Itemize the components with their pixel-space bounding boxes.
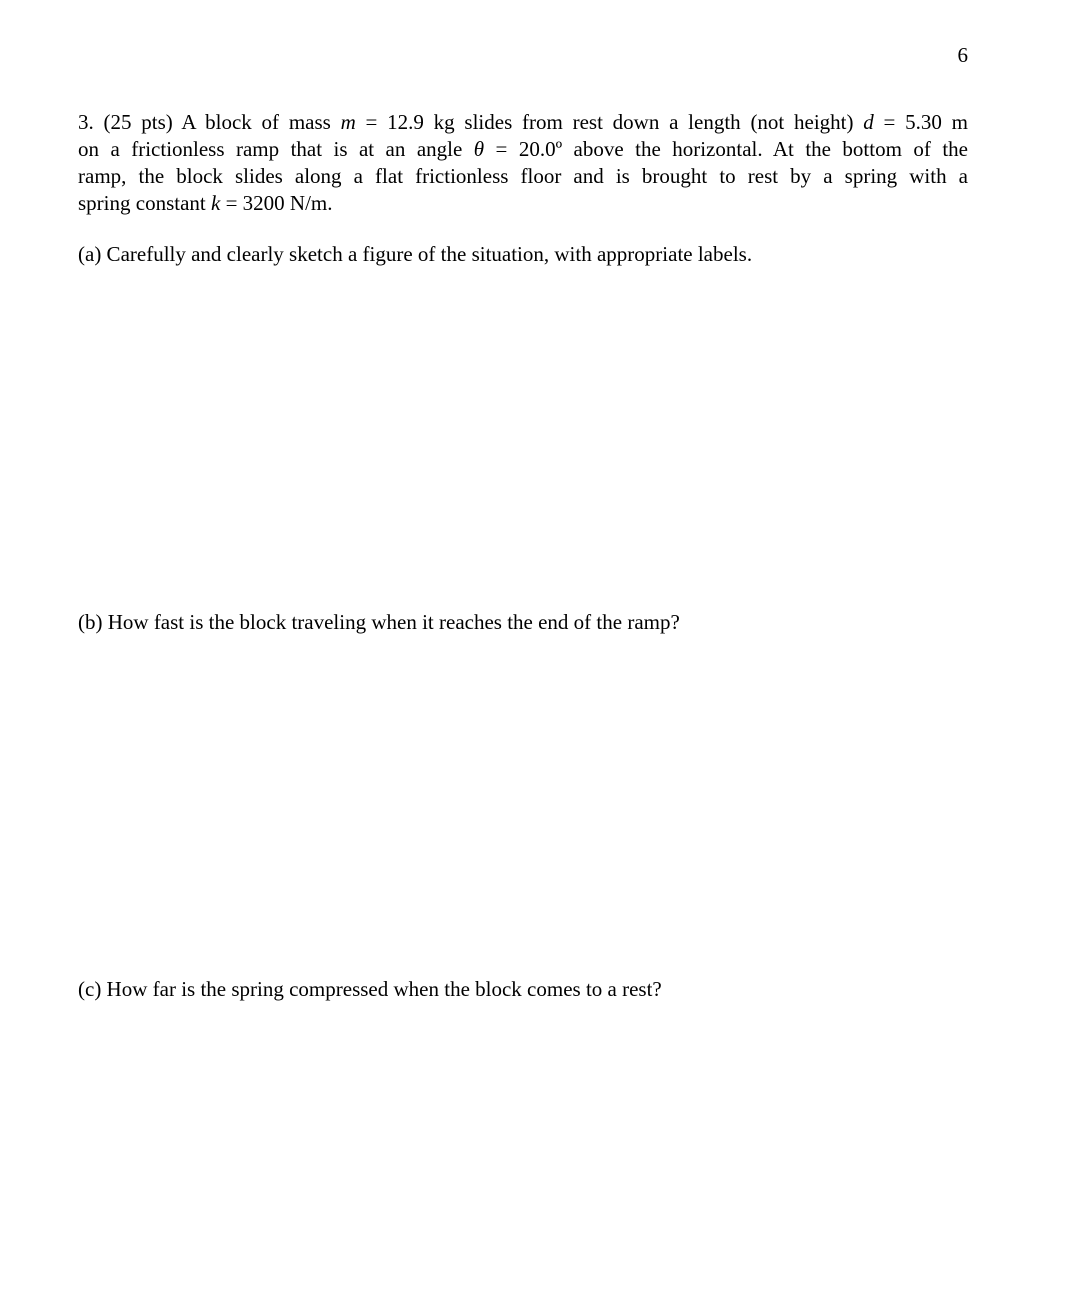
problem-text: = 12.9 kg slides from rest down a length (not height) bbox=[355, 110, 864, 134]
part-b-answer-space bbox=[78, 643, 968, 963]
problem-text: = 5.30 m bbox=[873, 110, 968, 134]
variable-symbol: k bbox=[210, 191, 221, 215]
problem-text: = 20.0º above the horizontal. At the bottom of the bbox=[484, 137, 968, 161]
problem-text: 3. (25 pts) A block of mass bbox=[78, 110, 341, 134]
problem-text: on a frictionless ramp that is at an angle bbox=[78, 137, 474, 161]
part-b-question: (b) How fast is the block traveling when it reaches the end of the ramp? bbox=[78, 610, 680, 634]
variable-symbol: θ bbox=[473, 137, 485, 161]
part-a-question: (a) Carefully and clearly sketch a figure of the situation, with appropriate labels. bbox=[78, 242, 753, 266]
part-c-question: (c) How far is the spring compressed when the block comes to a rest? bbox=[78, 977, 662, 1001]
problem-statement bbox=[78, 109, 968, 217]
problem-text: ramp, the block slides along a flat frictionless floor and is brought to rest by a spring with a bbox=[78, 164, 968, 188]
problem-line bbox=[78, 109, 968, 136]
variable-symbol: d bbox=[863, 110, 874, 134]
problem-line bbox=[78, 190, 968, 217]
problem-text: spring constant bbox=[78, 191, 211, 215]
problem-line bbox=[78, 136, 968, 163]
part-c-answer-space bbox=[78, 1010, 968, 1270]
problem-line bbox=[78, 163, 968, 190]
variable-symbol: m bbox=[340, 110, 356, 134]
part-a-answer-space bbox=[78, 275, 968, 595]
problem-text: = 3200 N/m. bbox=[220, 191, 333, 215]
page-number: 6 bbox=[957, 43, 968, 67]
